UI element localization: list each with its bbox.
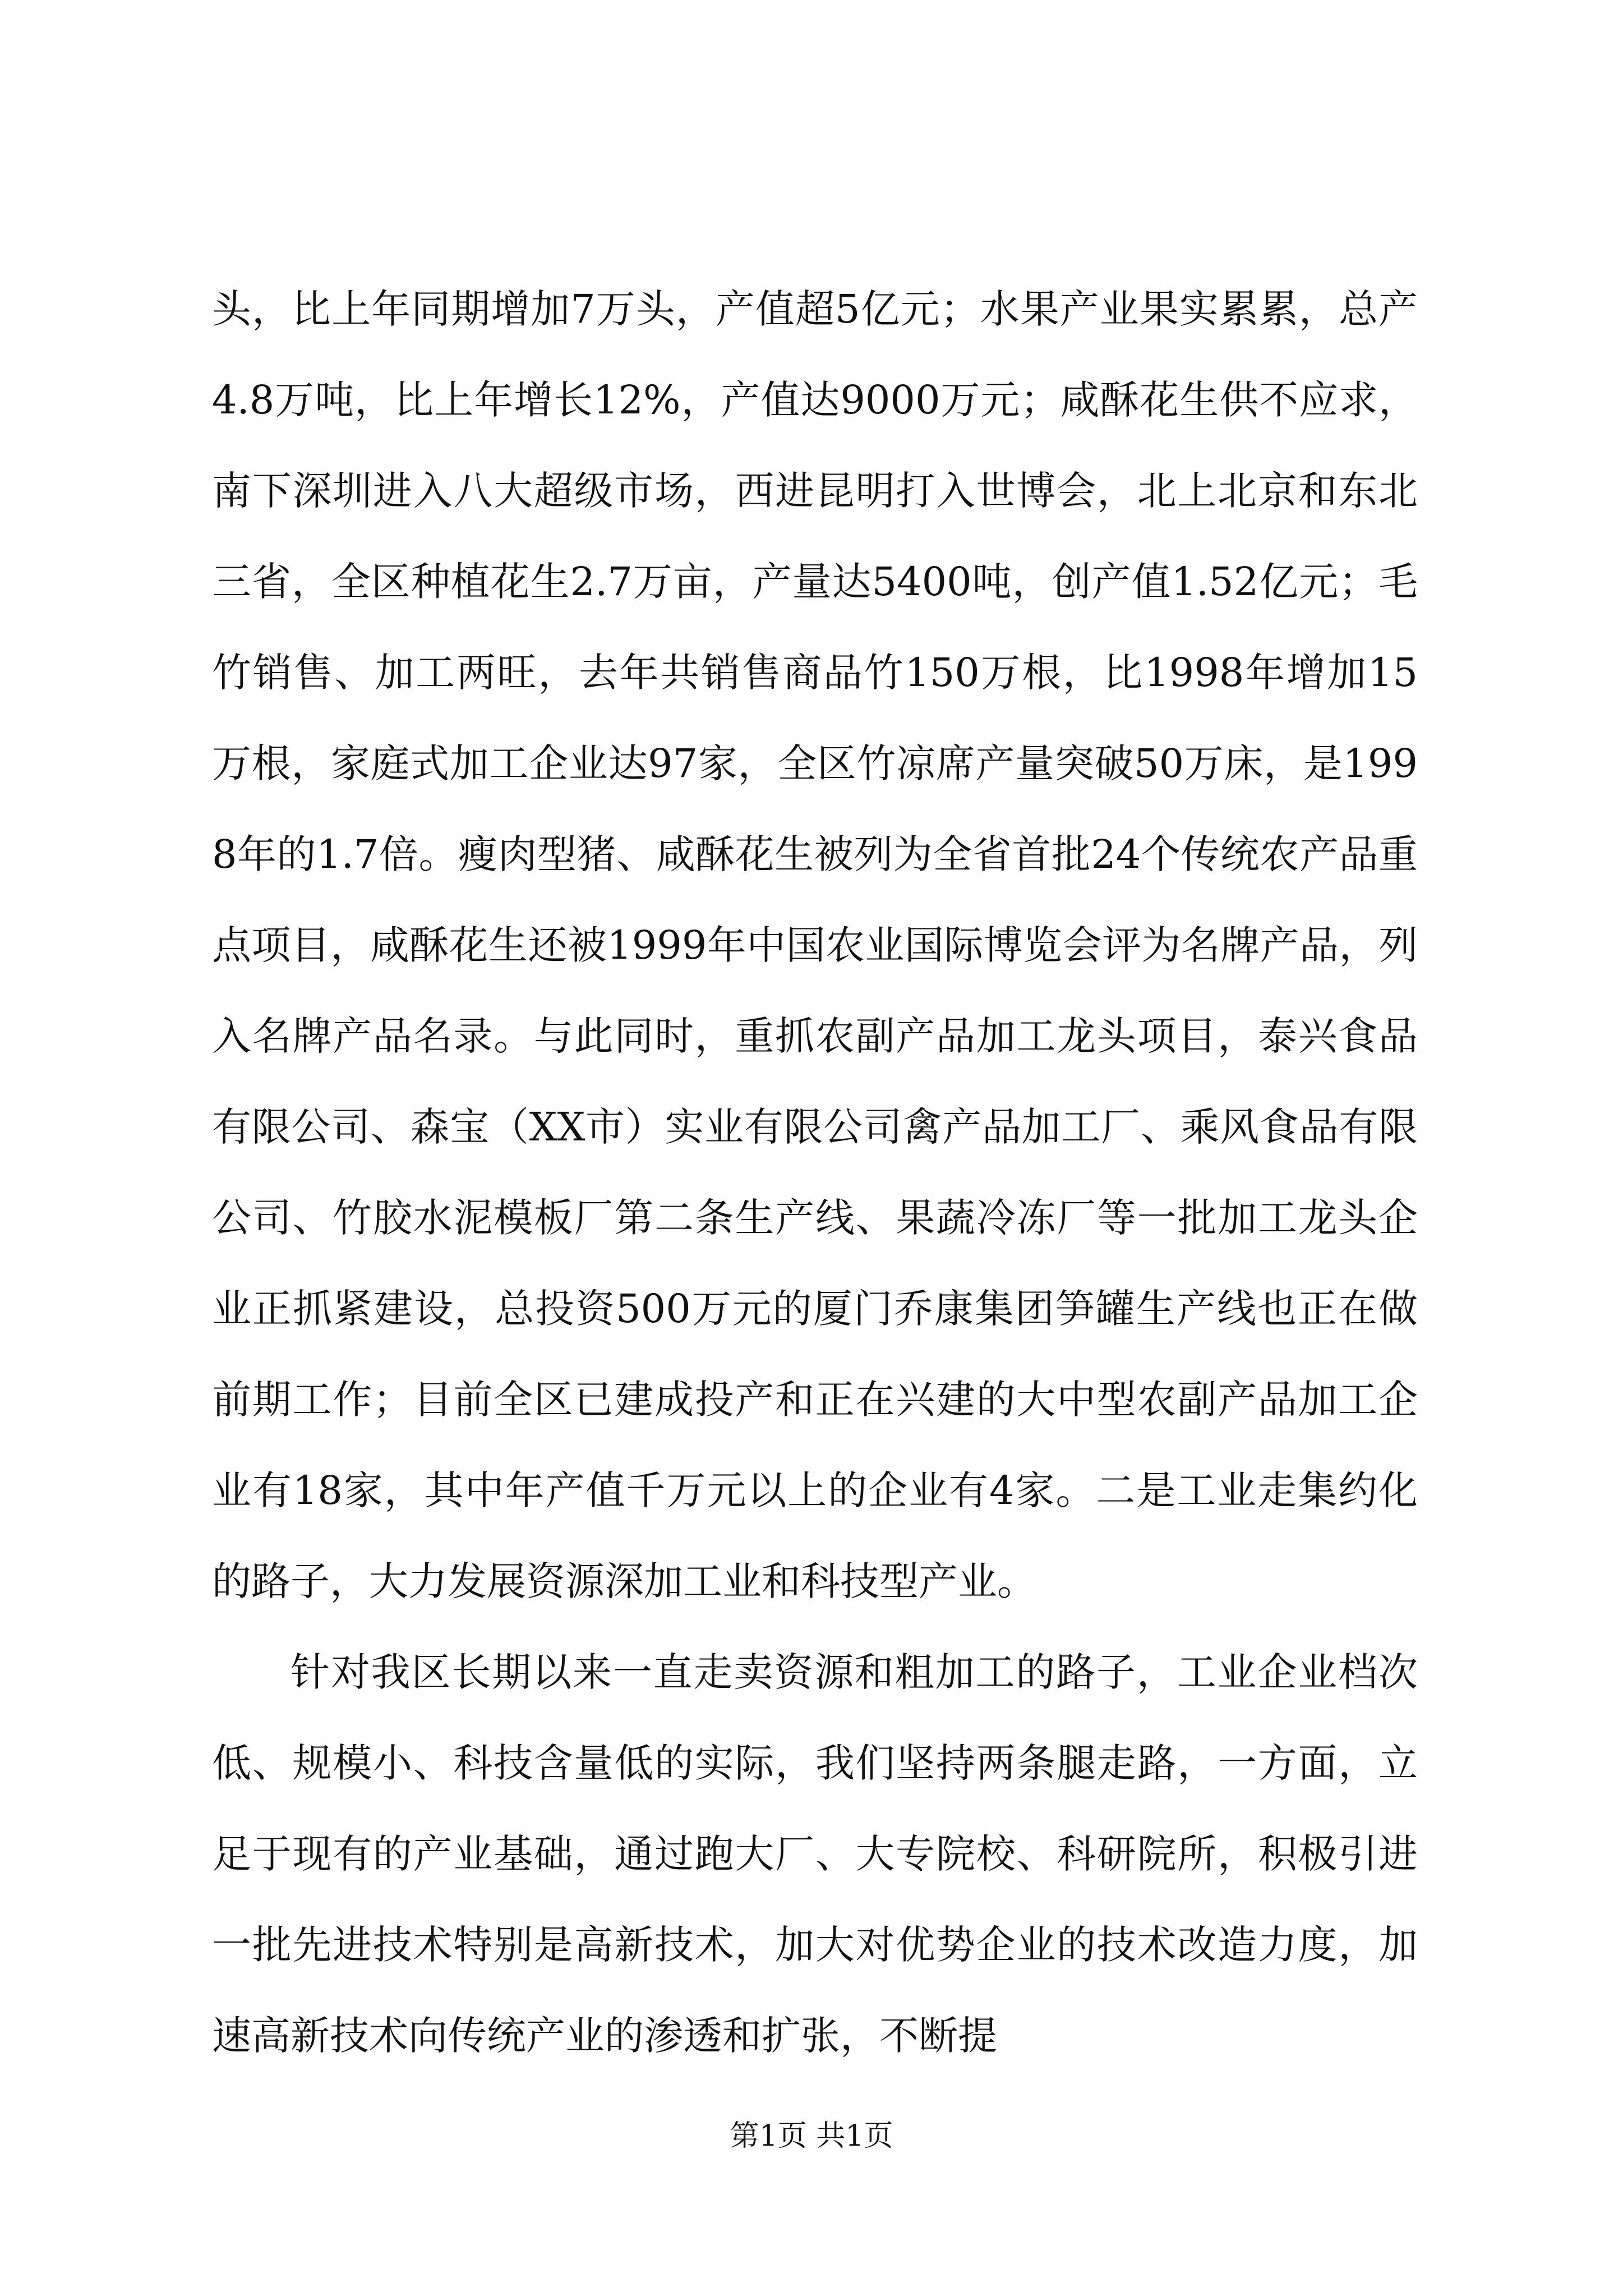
- paragraph-2: 针对我区长期以来一直走卖资源和粗加工的路子，工业企业档次低、规模小、科技含量低的实际，我们坚持两条腿走路，一方面，立足于现有的产业基础，通过跑大厂、大专院校、科研院所，积极引进一批先进技术特别是高新技术，加大对优势企业的技术改造力度，加速高新技术向传统产业的渗透和扩张，不断提: [212, 1649, 1418, 2059]
- page-footer: 第1页 共1页: [730, 2119, 893, 2153]
- document-body: [212, 264, 1418, 2081]
- paragraph-1: 头，比上年同期增加7万头，产值超5亿元；水果产业果实累累，总产4.8万吨，比上年增长12%，产值达9000万元；咸酥花生供不应求，南下深圳进入八大超级市场，西进昆明打入世博会，北上北京和东北三省，全区种植花生2.7万亩，产量达5400吨，创产值1.52亿元；毛竹销售、加工两旺，去年共销售商品竹150万根，比1998年增加15万根，家庭式加工企业达97家，全区竹凉席产量突破50万床，是1998年的1.7倍。瘦肉型猪、咸酥花生被列为全省首批24个传统农产品重点项目，咸酥花生还被1999年中国农业国际博览会评为名牌产品，列入名牌产品名录。与此同时，重抓农副产品加工龙头项目，泰兴食品有限公司、森宝（XX市）实业有限公司禽产品加工厂、乘风食品有限公司、竹胶水泥模板厂第二条生产线、果蔬冷冻厂等一批加工龙头企业正抓紧建设，总投资500万元的厦门乔康集团笋罐生产线也正在做前期工作；目前全区已建成投产和正在兴建的大中型农副产品加工企业有18家，其中年产值千万元以上的企业有4家。二是工业走集约化的路子，大力发展资源深加工业和科技型产业。: [212, 286, 1418, 1604]
